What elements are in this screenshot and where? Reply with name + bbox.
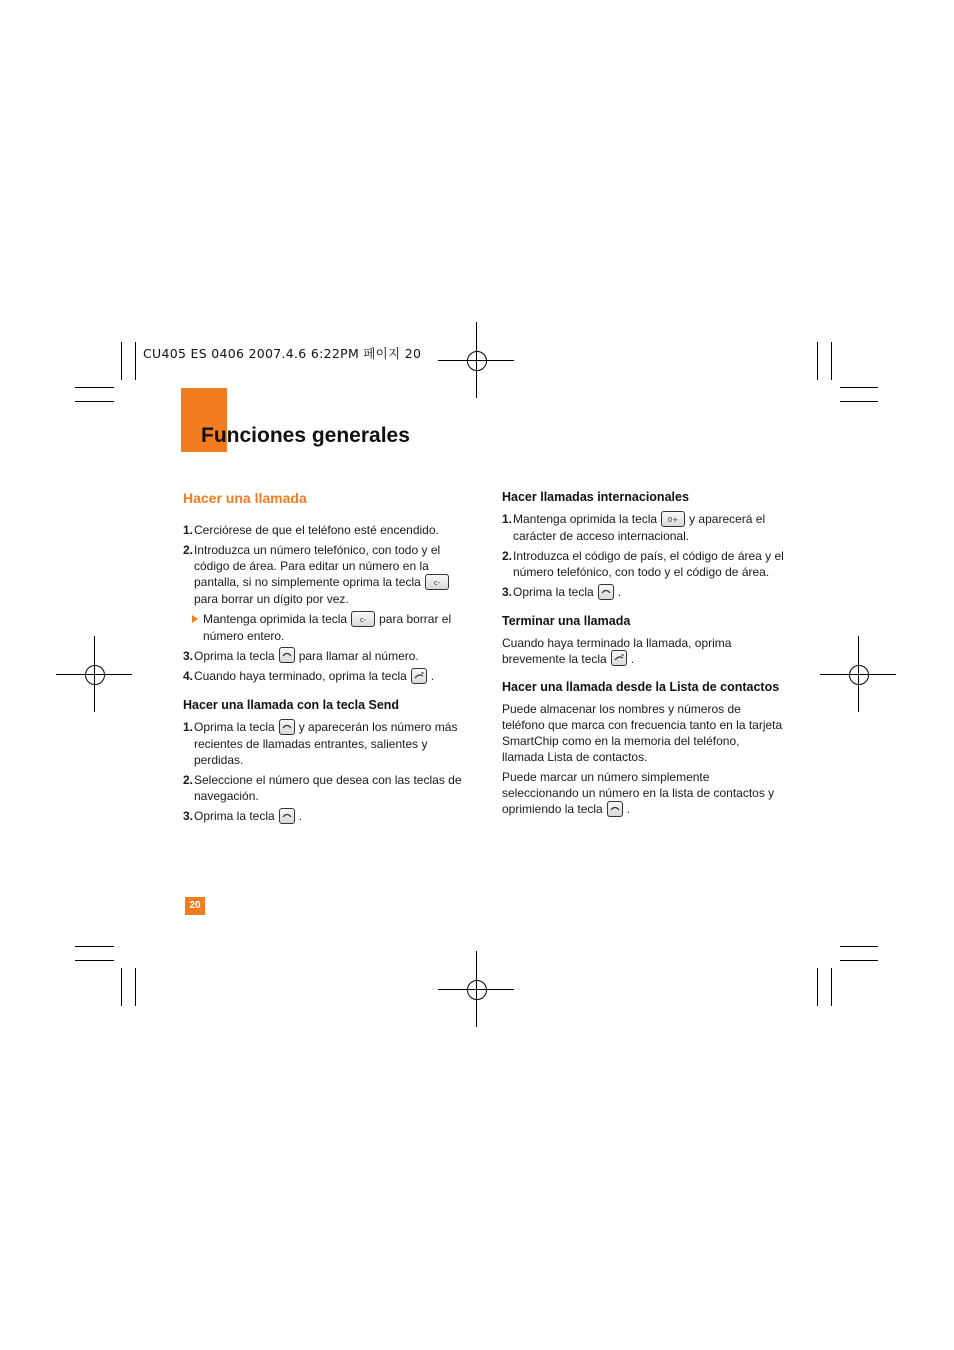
- crop-mark: [840, 946, 878, 947]
- crop-mark: [75, 960, 114, 961]
- crop-mark: [121, 342, 122, 380]
- send-key-icon: [607, 801, 623, 817]
- registration-mark-icon: [438, 951, 514, 1027]
- crop-mark: [135, 342, 136, 380]
- list-item: 1. Cerciórese de que el teléfono esté encendido.: [183, 523, 439, 537]
- paragraph: Puede marcar un número simplemente seleccionando un número en la lista de contactos y oprimiendo la tecla .: [502, 770, 775, 817]
- zero-key-icon: [661, 511, 685, 527]
- paragraph: Puede almacenar los nombres y números de teléfono que marca con frecuencia tanto en la tarjeta SmartChip como en la memoria del teléfono, llamada Lista de contactos.: [502, 702, 783, 765]
- crop-mark: [75, 387, 114, 388]
- crop-mark: [135, 968, 136, 1006]
- end-key-icon: [611, 650, 627, 666]
- print-slug: CU405 ES 0406 2007.4.6 6:22PM 페이지 20: [143, 346, 422, 361]
- list-item: 3. Oprima la tecla para llamar al número.: [183, 648, 419, 663]
- send-key-icon: [279, 808, 295, 824]
- crop-mark: [75, 401, 114, 402]
- list-item: 4. Cuando haya terminado, oprima la tecla .: [183, 669, 435, 684]
- list-item: 3. Oprima la tecla .: [183, 809, 303, 824]
- clear-key-icon: [425, 574, 449, 590]
- list-item: 1. Oprima la tecla y aparecerán los número más recientes de llamadas entrantes, salientes y perdidas.: [183, 720, 458, 768]
- crop-mark: [817, 342, 818, 380]
- subsection-heading: Terminar una llamada: [502, 613, 631, 628]
- subsection-heading: Hacer una llamada desde la Lista de contactos: [502, 680, 780, 695]
- steps-list: [183, 648, 465, 686]
- svg-text:0+: 0+: [667, 515, 679, 524]
- right-column: [502, 489, 784, 822]
- registration-mark-icon: [438, 322, 514, 398]
- list-item: 2. Introduzca un número telefónico, con todo y el código de área. Para editar un número en la pantalla, si no simplemente oprima la tecla c- para borrar un dígito por vez.: [183, 542, 465, 607]
- send-key-icon: [279, 719, 295, 735]
- triangle-bullet-icon: [192, 615, 198, 623]
- registration-mark-icon: [56, 636, 132, 712]
- crop-mark: [831, 342, 832, 380]
- steps-list: [502, 511, 784, 601]
- svg-text:c-: c-: [359, 615, 367, 624]
- subsection-heading: Hacer llamadas internacionales: [502, 490, 689, 504]
- page-number: 20: [185, 897, 205, 915]
- list-item: 2. Introduzca el código de país, el código de área y el número telefónico, con todo y el código de área.: [502, 548, 784, 579]
- crop-mark: [831, 968, 832, 1006]
- list-item: 2. Seleccione el número que desea con las teclas de navegación.: [183, 773, 462, 804]
- list-item: 1. Mantenga oprimida la tecla 0+ y aparecerá el carácter de acceso internacional.: [502, 512, 766, 543]
- list-item: Mantenga oprimida la tecla c- para borrar el número entero.: [183, 611, 465, 644]
- steps-list: [183, 522, 465, 607]
- crop-mark: [840, 387, 878, 388]
- send-key-icon: [279, 647, 295, 663]
- crop-mark: [840, 401, 878, 402]
- left-column: [183, 490, 465, 829]
- end-key-icon: [411, 668, 427, 684]
- crop-mark: [817, 968, 818, 1006]
- crop-mark: [121, 968, 122, 1006]
- crop-mark: [75, 946, 114, 947]
- page-title: Funciones generales: [201, 424, 410, 447]
- registration-mark-icon: [820, 636, 896, 712]
- clear-key-icon: [351, 611, 375, 627]
- subsection-heading: Hacer una llamada con la tecla Send: [183, 698, 400, 713]
- section-heading: Hacer una llamada: [183, 490, 307, 506]
- list-item: 3. Oprima la tecla .: [502, 584, 622, 599]
- send-key-icon: [598, 584, 614, 600]
- svg-text:c-: c-: [433, 578, 440, 587]
- steps-list: [183, 719, 465, 825]
- crop-mark: [840, 960, 878, 961]
- paragraph: Cuando haya terminado la llamada, oprima brevemente la tecla .: [502, 635, 732, 666]
